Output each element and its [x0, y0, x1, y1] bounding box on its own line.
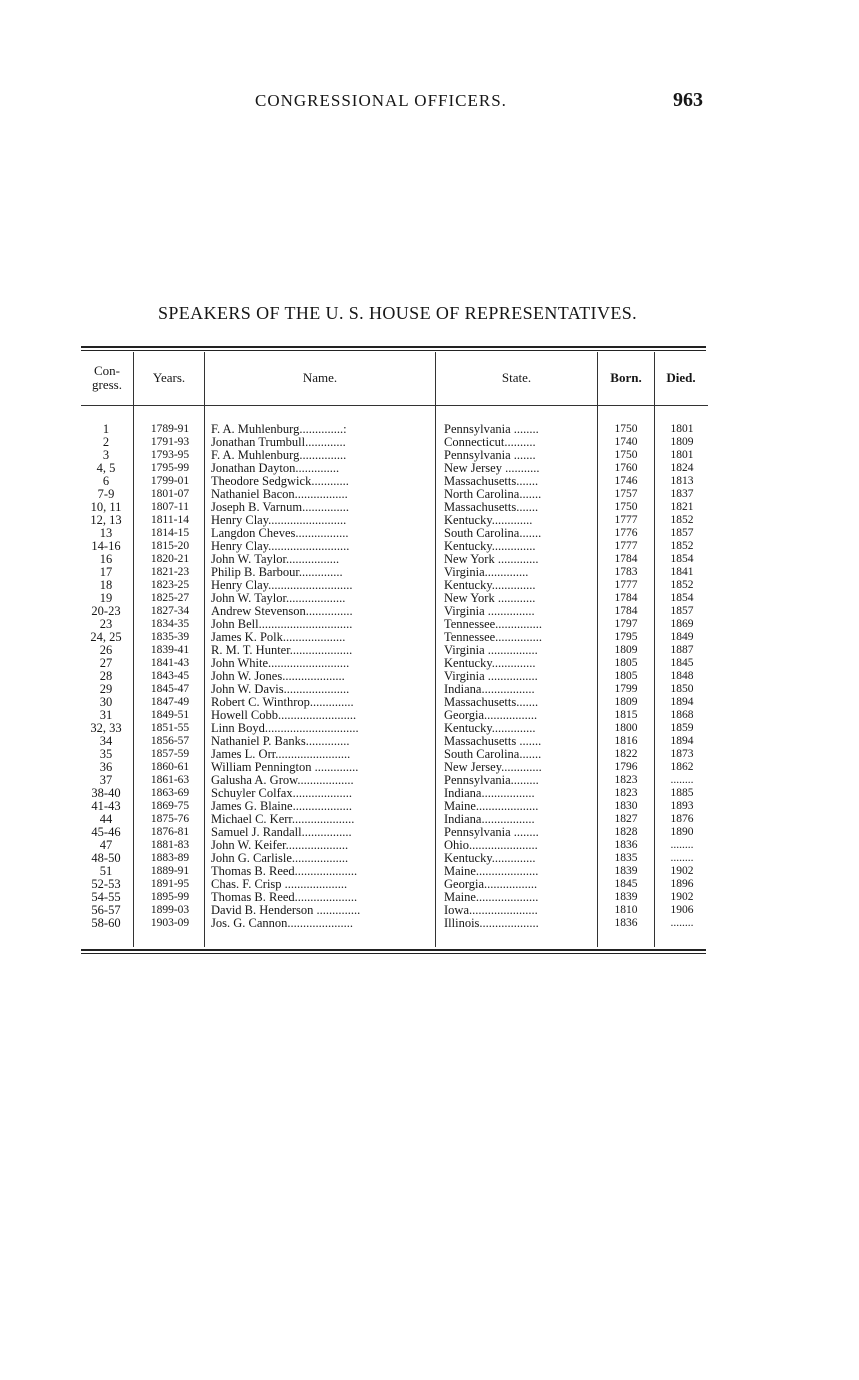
table-row — [0, 722, 859, 735]
cell-born: 1797 — [614, 618, 638, 630]
table-row — [0, 709, 859, 722]
cell-name: William Pennington .............. — [211, 761, 359, 774]
cell-years: 1815-20 — [150, 540, 190, 552]
cell-congress: 7-9 — [97, 488, 115, 501]
cell-congress: 20-23 — [91, 605, 121, 618]
cell-state: Massachusetts....... — [444, 475, 539, 488]
cell-name: John W. Taylor................. — [211, 553, 340, 566]
cell-died: 1873 — [670, 748, 694, 760]
table-row — [0, 683, 859, 696]
cell-congress: 10, 11 — [90, 501, 122, 514]
cell-born: 1816 — [614, 735, 638, 747]
cell-name: Linn Boyd.............................. — [211, 722, 359, 735]
cell-years: 1823-25 — [150, 579, 190, 591]
table-row — [0, 592, 859, 605]
cell-state: Virginia ............... — [444, 605, 535, 618]
cell-born: 1828 — [614, 826, 638, 838]
cell-years: 1827-34 — [150, 605, 190, 617]
cell-congress: 26 — [99, 644, 113, 657]
cell-born: 1815 — [614, 709, 638, 721]
cell-years: 1799-01 — [150, 475, 190, 487]
cell-congress: 32, 33 — [90, 722, 122, 735]
cell-died: 1906 — [670, 904, 694, 916]
table-row — [0, 514, 859, 527]
cell-congress: 4, 5 — [96, 462, 116, 475]
table-row — [0, 748, 859, 761]
cell-years: 1849-51 — [150, 709, 190, 721]
table-row — [0, 462, 859, 475]
cell-congress: 3 — [102, 449, 110, 462]
cell-years: 1869-75 — [150, 800, 190, 812]
cell-name: James K. Polk.................... — [211, 631, 346, 644]
table-row — [0, 449, 859, 462]
header-rule — [598, 405, 708, 406]
table-row — [0, 839, 859, 852]
cell-congress: 45-46 — [91, 826, 121, 839]
cell-born: 1777 — [614, 540, 638, 552]
cell-state: New Jersey ........... — [444, 462, 540, 475]
cell-died: 1848 — [670, 670, 694, 682]
cell-years: 1791-93 — [150, 436, 190, 448]
cell-name: John W. Taylor................... — [211, 592, 346, 605]
cell-name: Howell Cobb......................... — [211, 709, 357, 722]
cell-state: Pennsylvania......... — [444, 774, 539, 787]
cell-congress: 31 — [99, 709, 113, 722]
cell-died: ........ — [670, 839, 694, 851]
header-name: Name. — [302, 370, 338, 385]
cell-years: 1793-95 — [150, 449, 190, 461]
cell-name: Henry Clay........................... — [211, 579, 353, 592]
cell-died: 1852 — [670, 579, 694, 591]
cell-years: 1861-63 — [150, 774, 190, 786]
cell-name: Schuyler Colfax................... — [211, 787, 352, 800]
table-row — [0, 800, 859, 813]
cell-congress: 54-55 — [91, 891, 121, 904]
cell-name: Galusha A. Grow.................. — [211, 774, 354, 787]
cell-state: Pennsylvania ........ — [444, 423, 539, 436]
cell-state: North Carolina....... — [444, 488, 542, 501]
cell-died: 1887 — [670, 644, 694, 656]
cell-born: 1777 — [614, 514, 638, 526]
cell-congress: 29 — [99, 683, 113, 696]
cell-died: 1809 — [670, 436, 694, 448]
cell-born: 1784 — [614, 592, 638, 604]
table-row — [0, 787, 859, 800]
cell-died: ........ — [670, 774, 694, 786]
cell-name: Jonathan Dayton.............. — [211, 462, 340, 475]
cell-state: Pennsylvania ........ — [444, 826, 539, 839]
header-born: Born. — [610, 370, 642, 385]
cell-years: 1841-43 — [150, 657, 190, 669]
cell-state: Georgia................. — [444, 878, 538, 891]
cell-years: 1860-61 — [150, 761, 190, 773]
cell-years: 1891-95 — [150, 878, 190, 890]
cell-born: 1795 — [614, 631, 638, 643]
cell-born: 1835 — [614, 852, 638, 864]
cell-name: John W. Davis..................... — [211, 683, 350, 696]
cell-state: Indiana................. — [444, 683, 535, 696]
cell-congress: 56-57 — [91, 904, 121, 917]
header-died: Died. — [666, 370, 696, 385]
cell-name: Chas. F. Crisp .................... — [211, 878, 348, 891]
table-row — [0, 826, 859, 839]
cell-congress: 30 — [99, 696, 113, 709]
cell-state: South Carolina....... — [444, 527, 542, 540]
cell-name: Andrew Stevenson............... — [211, 605, 353, 618]
cell-born: 1750 — [614, 423, 638, 435]
cell-state: New Jersey............. — [444, 761, 542, 774]
cell-state: Virginia ................ — [444, 670, 538, 683]
table-row — [0, 774, 859, 787]
cell-name: Joseph B. Varnum............... — [211, 501, 349, 514]
cell-name: James L. Orr........................ — [211, 748, 351, 761]
header-rule — [436, 405, 597, 406]
cell-state: Kentucky.............. — [444, 540, 536, 553]
cell-years: 1839-41 — [150, 644, 190, 656]
cell-born: 1830 — [614, 800, 638, 812]
cell-name: Theodore Sedgwick............ — [211, 475, 349, 488]
table-row — [0, 488, 859, 501]
cell-died: 1813 — [670, 475, 694, 487]
cell-died: 1845 — [670, 657, 694, 669]
cell-died: 1801 — [670, 449, 694, 461]
cell-state: Massachusetts ....... — [444, 735, 542, 748]
table-row — [0, 761, 859, 774]
cell-state: Indiana................. — [444, 787, 535, 800]
cell-born: 1783 — [614, 566, 638, 578]
cell-name: Henry Clay.......................... — [211, 540, 350, 553]
cell-born: 1809 — [614, 644, 638, 656]
header-congress: Con- gress. — [92, 363, 122, 392]
cell-congress: 58-60 — [91, 917, 121, 930]
table-row — [0, 657, 859, 670]
cell-born: 1777 — [614, 579, 638, 591]
cell-died: 1859 — [670, 722, 694, 734]
cell-years: 1883-89 — [150, 852, 190, 864]
cell-name: Jonathan Trumbull............. — [211, 436, 346, 449]
cell-state: Tennessee............... — [444, 631, 543, 644]
cell-died: 1852 — [670, 540, 694, 552]
cell-born: 1827 — [614, 813, 638, 825]
cell-years: 1889-91 — [150, 865, 190, 877]
cell-name: John G. Carlisle.................. — [211, 852, 349, 865]
table-row — [0, 891, 859, 904]
cell-name: Michael C. Kerr.................... — [211, 813, 355, 826]
top-rule-thin — [81, 350, 706, 351]
cell-years: 1875-76 — [150, 813, 190, 825]
cell-born: 1805 — [614, 670, 638, 682]
cell-born: 1740 — [614, 436, 638, 448]
cell-state: New York ............. — [444, 553, 539, 566]
cell-years: 1834-35 — [150, 618, 190, 630]
cell-state: Pennsylvania ....... — [444, 449, 536, 462]
cell-state: New York ............ — [444, 592, 536, 605]
cell-congress: 17 — [99, 566, 113, 579]
cell-died: 1885 — [670, 787, 694, 799]
cell-state: Maine.................... — [444, 800, 539, 813]
cell-congress: 24, 25 — [90, 631, 122, 644]
cell-died: 1801 — [670, 423, 694, 435]
table-row — [0, 475, 859, 488]
cell-name: Robert C. Winthrop.............. — [211, 696, 354, 709]
cell-years: 1845-47 — [150, 683, 190, 695]
cell-state: Connecticut.......... — [444, 436, 536, 449]
cell-years: 1856-57 — [150, 735, 190, 747]
cell-years: 1801-07 — [150, 488, 190, 500]
cell-state: Iowa...................... — [444, 904, 538, 917]
cell-name: James G. Blaine................... — [211, 800, 352, 813]
cell-died: ........ — [670, 852, 694, 864]
cell-died: 1902 — [670, 891, 694, 903]
table-row — [0, 605, 859, 618]
cell-died: 1857 — [670, 527, 694, 539]
cell-died: 1841 — [670, 566, 694, 578]
cell-state: Ohio...................... — [444, 839, 538, 852]
cell-born: 1776 — [614, 527, 638, 539]
running-title: CONGRESSIONAL OFFICERS. — [255, 91, 507, 110]
cell-name: David B. Henderson .............. — [211, 904, 361, 917]
running-head — [0, 91, 859, 115]
cell-years: 1811-14 — [151, 514, 189, 526]
table-row — [0, 865, 859, 878]
cell-born: 1784 — [614, 605, 638, 617]
cell-congress: 18 — [99, 579, 113, 592]
table-row — [0, 670, 859, 683]
cell-born: 1839 — [614, 865, 638, 877]
cell-congress: 1 — [102, 423, 110, 436]
cell-years: 1821-23 — [150, 566, 190, 578]
cell-state: Kentucky.............. — [444, 852, 536, 865]
cell-congress: 36 — [99, 761, 113, 774]
cell-state: Virginia.............. — [444, 566, 529, 579]
cell-congress: 14-16 — [91, 540, 121, 553]
cell-born: 1810 — [614, 904, 638, 916]
cell-died: 1868 — [670, 709, 694, 721]
cell-congress: 48-50 — [91, 852, 121, 865]
cell-died: 1850 — [670, 683, 694, 695]
table-row — [0, 501, 859, 514]
cell-born: 1750 — [614, 501, 638, 513]
cell-name: Samuel J. Randall................ — [211, 826, 352, 839]
cell-name: Nathaniel Bacon................. — [211, 488, 348, 501]
cell-name: John Bell.............................. — [211, 618, 353, 631]
cell-died: 1902 — [670, 865, 694, 877]
cell-years: 1876-81 — [150, 826, 190, 838]
cell-died: 1854 — [670, 592, 694, 604]
table-row — [0, 917, 859, 930]
cell-died: 1896 — [670, 878, 694, 890]
cell-name: John W. Jones.................... — [211, 670, 345, 683]
header-rule — [134, 405, 204, 406]
cell-born: 1800 — [614, 722, 638, 734]
cell-born: 1822 — [614, 748, 638, 760]
cell-name: Jos. G. Cannon..................... — [211, 917, 354, 930]
cell-years: 1814-15 — [150, 527, 190, 539]
cell-died: 1824 — [670, 462, 694, 474]
cell-died: 1854 — [670, 553, 694, 565]
cell-born: 1823 — [614, 774, 638, 786]
table-row — [0, 878, 859, 891]
cell-years: 1825-27 — [150, 592, 190, 604]
cell-state: Maine.................... — [444, 865, 539, 878]
header-state: State. — [501, 370, 532, 385]
cell-died: ........ — [670, 917, 694, 929]
cell-congress: 27 — [99, 657, 113, 670]
cell-years: 1895-99 — [150, 891, 190, 903]
cell-congress: 13 — [99, 527, 113, 540]
cell-born: 1805 — [614, 657, 638, 669]
cell-name: F. A. Muhlenburg............... — [211, 449, 347, 462]
cell-died: 1869 — [670, 618, 694, 630]
cell-congress: 47 — [99, 839, 113, 852]
cell-congress: 37 — [99, 774, 113, 787]
cell-name: Nathaniel P. Banks.............. — [211, 735, 350, 748]
cell-years: 1807-11 — [151, 501, 189, 513]
table-row — [0, 423, 859, 436]
cell-born: 1809 — [614, 696, 638, 708]
cell-name: Thomas B. Reed.................... — [211, 891, 358, 904]
cell-died: 1890 — [670, 826, 694, 838]
cell-name: Henry Clay......................... — [211, 514, 347, 527]
table-row — [0, 735, 859, 748]
cell-state: Indiana................. — [444, 813, 535, 826]
cell-congress: 51 — [99, 865, 113, 878]
cell-state: Virginia ................ — [444, 644, 538, 657]
cell-born: 1845 — [614, 878, 638, 890]
cell-name: John White.......................... — [211, 657, 350, 670]
cell-died: 1837 — [670, 488, 694, 500]
cell-state: Kentucky.............. — [444, 657, 536, 670]
cell-congress: 44 — [99, 813, 113, 826]
cell-years: 1835-39 — [150, 631, 190, 643]
table-row — [0, 852, 859, 865]
page-number: 963 — [673, 89, 703, 111]
cell-name: Langdon Cheves................. — [211, 527, 349, 540]
table-row — [0, 813, 859, 826]
cell-years: 1881-83 — [150, 839, 190, 851]
top-rule — [81, 346, 706, 348]
cell-state: Kentucky.............. — [444, 722, 536, 735]
table-title: SPEAKERS OF THE U. S. HOUSE OF REPRESENTATIVES. — [157, 303, 638, 323]
table-row — [0, 904, 859, 917]
cell-state: Kentucky............. — [444, 514, 533, 527]
cell-state: Massachusetts....... — [444, 501, 539, 514]
cell-born: 1746 — [614, 475, 638, 487]
table-row — [0, 631, 859, 644]
cell-state: Massachusetts....... — [444, 696, 539, 709]
cell-born: 1836 — [614, 917, 638, 929]
cell-born: 1839 — [614, 891, 638, 903]
table-row — [0, 527, 859, 540]
cell-state: South Carolina....... — [444, 748, 542, 761]
cell-congress: 41-43 — [91, 800, 121, 813]
cell-state: Tennessee............... — [444, 618, 543, 631]
cell-died: 1852 — [670, 514, 694, 526]
cell-born: 1757 — [614, 488, 638, 500]
cell-died: 1862 — [670, 761, 694, 773]
cell-died: 1894 — [670, 735, 694, 747]
cell-years: 1847-49 — [150, 696, 190, 708]
cell-years: 1789-91 — [150, 423, 190, 435]
table-row — [0, 618, 859, 631]
table-row — [0, 436, 859, 449]
cell-congress: 23 — [99, 618, 113, 631]
cell-congress: 16 — [99, 553, 113, 566]
cell-born: 1836 — [614, 839, 638, 851]
cell-born: 1823 — [614, 787, 638, 799]
cell-died: 1876 — [670, 813, 694, 825]
cell-years: 1899-03 — [150, 904, 190, 916]
cell-congress: 35 — [99, 748, 113, 761]
cell-congress: 52-53 — [91, 878, 121, 891]
cell-congress: 12, 13 — [90, 514, 122, 527]
cell-years: 1843-45 — [150, 670, 190, 682]
cell-name: F. A. Muhlenburg..............: — [211, 423, 347, 436]
cell-died: 1821 — [670, 501, 694, 513]
table-row — [0, 579, 859, 592]
cell-years: 1851-55 — [150, 722, 190, 734]
table-row — [0, 696, 859, 709]
cell-name: Thomas B. Reed.................... — [211, 865, 358, 878]
cell-years: 1857-59 — [150, 748, 190, 760]
cell-born: 1760 — [614, 462, 638, 474]
cell-congress: 6 — [102, 475, 110, 488]
header-rule — [81, 405, 133, 406]
cell-state: Maine.................... — [444, 891, 539, 904]
cell-congress: 34 — [99, 735, 113, 748]
cell-congress: 2 — [102, 436, 110, 449]
cell-died: 1893 — [670, 800, 694, 812]
cell-born: 1796 — [614, 761, 638, 773]
cell-born: 1799 — [614, 683, 638, 695]
table-row — [0, 644, 859, 657]
cell-name: Philip B. Barbour.............. — [211, 566, 343, 579]
header-years: Years. — [152, 370, 186, 385]
cell-died: 1894 — [670, 696, 694, 708]
cell-years: 1795-99 — [150, 462, 190, 474]
table-row — [0, 553, 859, 566]
cell-died: 1849 — [670, 631, 694, 643]
cell-state: Georgia................. — [444, 709, 538, 722]
cell-state: Illinois................... — [444, 917, 539, 930]
bottom-rule — [81, 949, 706, 951]
table-row — [0, 540, 859, 553]
cell-years: 1820-21 — [150, 553, 190, 565]
cell-years: 1863-69 — [150, 787, 190, 799]
header-rule — [205, 405, 435, 406]
table-row — [0, 566, 859, 579]
cell-born: 1784 — [614, 553, 638, 565]
cell-born: 1750 — [614, 449, 638, 461]
cell-name: John W. Keifer.................... — [211, 839, 349, 852]
cell-died: 1857 — [670, 605, 694, 617]
cell-congress: 38-40 — [91, 787, 121, 800]
bottom-rule-thin — [81, 953, 706, 954]
cell-congress: 19 — [99, 592, 113, 605]
cell-name: R. M. T. Hunter.................... — [211, 644, 353, 657]
cell-years: 1903-09 — [150, 917, 190, 929]
cell-congress: 28 — [99, 670, 113, 683]
cell-state: Kentucky.............. — [444, 579, 536, 592]
